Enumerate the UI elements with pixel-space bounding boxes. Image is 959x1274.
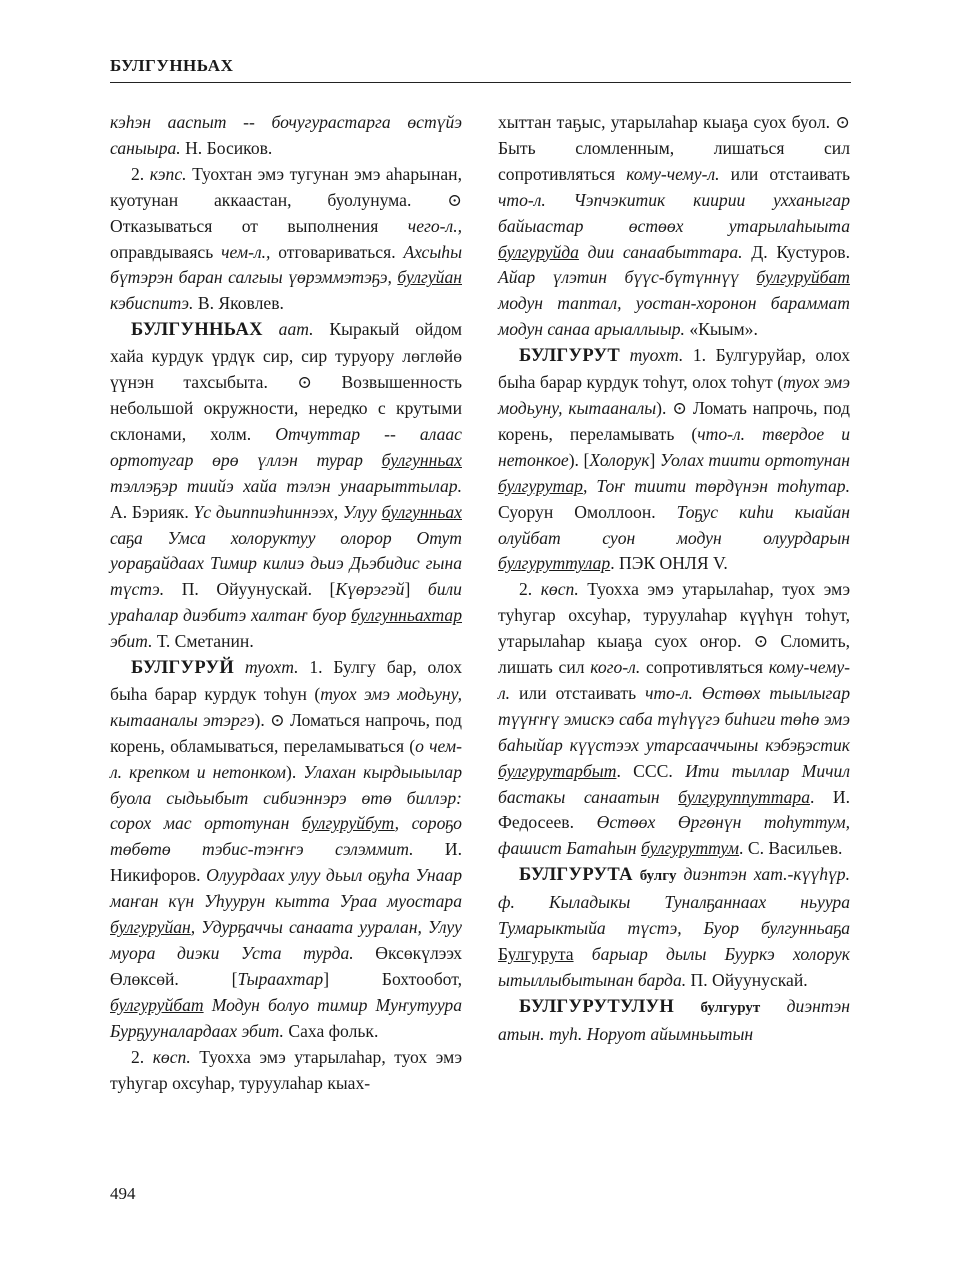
text-run: ] Бохтообот, bbox=[323, 968, 462, 989]
italic-text: Тоҕус киһи кыайан олуйбат суон модун олуурдарын bbox=[498, 501, 850, 548]
text-run: сопротивляться bbox=[640, 657, 769, 678]
headword: БУЛГУННЬАХ bbox=[131, 320, 263, 341]
italic-text: туох эмэ модьуну, кытааналы bbox=[498, 372, 850, 418]
text-run: ] bbox=[649, 449, 660, 470]
italic-text: туох эмэ модьуну, кытааналы этэргэ bbox=[110, 683, 462, 730]
text-run: В. Яковлев. bbox=[193, 293, 284, 314]
text-run: П. Ойуунускай. [ bbox=[164, 579, 336, 600]
text-run: Кыракый ойдом хайа курдук үрдүк сир, сир туруору лөглөйө үүнэн тахсыбыта. ⊙ Возвышенность небольшой окружности, нередко с крутыми склонами, холм. bbox=[110, 319, 462, 444]
example-keyword: булгунньах bbox=[381, 501, 462, 522]
header-rule bbox=[110, 82, 851, 83]
text-run: 1. Булгуруйар, олох быһа барар курдук тоһут, олох тоһут ( bbox=[498, 345, 850, 393]
page-number: 494 bbox=[110, 1184, 136, 1203]
text-run: Т. Сметанин. bbox=[152, 631, 254, 652]
text-run: . ПЭК ОНЛЯ V. bbox=[610, 553, 728, 574]
italic-text: Өстөөх Өргөнүн тоһуттум, фашист Батаһын bbox=[498, 812, 850, 859]
text-run: отговариваться. bbox=[270, 241, 404, 262]
italic-text: кэһэн ааспыт -- бочугурастарга өстүйэ саныыра. bbox=[110, 112, 462, 158]
left-paragraph bbox=[110, 162, 462, 317]
left-column bbox=[110, 110, 462, 1096]
example-keyword: булгурутар bbox=[498, 475, 583, 496]
text-run bbox=[693, 683, 702, 703]
running-header bbox=[110, 56, 851, 76]
italic-text: чего-л., bbox=[407, 215, 462, 236]
text-run: А. Бэрияк. bbox=[110, 501, 194, 522]
italic-text: Үс дьиппиэһиннээх, Улуу bbox=[193, 501, 382, 522]
example-keyword: булгуруттум bbox=[641, 838, 740, 859]
italic-text: модун таптал, уостан-хоронон бараммат модун санаа арыаллыыр. bbox=[498, 293, 850, 340]
italic-text: кэпс. bbox=[149, 163, 187, 184]
italic-text: Модун болуо тимир Муҥутуура Бурҕууналардаах эбит. bbox=[110, 994, 462, 1041]
italic-text: кэбиспитэ. bbox=[110, 293, 194, 314]
italic-text: Улахан кырдыыылар буола сыдьыбыт сибиэннэрэ өтө биллэр: сорох мас ортотунан bbox=[110, 761, 463, 834]
headword: БУЛГУРУТ bbox=[519, 346, 621, 367]
text-run: или отстаивать bbox=[510, 682, 646, 703]
text-run: 2. bbox=[519, 579, 541, 600]
example-keyword: булгуруйан bbox=[110, 917, 191, 938]
text-run bbox=[546, 190, 574, 210]
example-keyword: Булгурута bbox=[498, 944, 574, 964]
text-run: Н. Босиков. bbox=[180, 137, 273, 158]
right-paragraph bbox=[498, 343, 850, 577]
text-run: . С. Васильев. bbox=[739, 838, 843, 859]
running-head-title: БУЛГУННЬАХ bbox=[110, 56, 234, 75]
left-paragraph bbox=[110, 1045, 462, 1097]
example-keyword: булгуруйбут bbox=[301, 813, 395, 834]
italic-text: туохт. bbox=[244, 657, 299, 678]
text-run: 2. bbox=[131, 163, 150, 184]
text-run: ). [ bbox=[568, 449, 590, 470]
italic-text: кому-чему-л. bbox=[498, 657, 850, 703]
text-run: хыттан таҕыс, утарылаһар кыаҕа суох буол. ⊙ Быть сломленным, лишаться сил сопротивляться bbox=[498, 112, 850, 184]
text-run: или отстаивать bbox=[719, 163, 850, 184]
text-run: Суорун Омоллоон. bbox=[498, 501, 677, 522]
italic-text: что-л. bbox=[498, 189, 546, 210]
italic-text: Өстөөх тыылыгар түүҥҥү эмискэ саба түһүүгэ биһиги төһө эмэ баһыйар күүстээх утарсааччыны кэбэҕэстик bbox=[498, 682, 850, 755]
italic-text: көсп. bbox=[540, 579, 579, 600]
text-run: . И. Федосеев. bbox=[498, 786, 850, 833]
headword: БУЛГУРУТУЛУН bbox=[519, 996, 675, 1017]
text-run: 1. Булгу бар, олох быһа барар курдук тоһун ( bbox=[110, 657, 462, 704]
left-paragraph bbox=[110, 655, 462, 1045]
text-run: Туохха эмэ утарылаһар, туох эмэ туһугар охсуһар, туруулаһар күүһүн тоһут, утарылаһар кыаҕа суох оҥор. ⊙ Сломить, лишать сил bbox=[498, 579, 850, 678]
text-run: Д. Кустуров. bbox=[742, 241, 850, 262]
italic-text: аат. bbox=[278, 319, 314, 340]
italic-text: , сороҕо төбөтө тэбис-тэҥҥэ сэлэммит. bbox=[110, 813, 462, 860]
italic-text: Айар үлэтин бүүс-бүтүннүү bbox=[498, 267, 757, 288]
italic-text: барыар дылы Бууркэ холорук ытыллыбытынан барда. bbox=[498, 944, 850, 990]
italic-text: диэнтэн атын. туһ. Норуот айымньытын bbox=[498, 995, 850, 1044]
text-run: ). ⊙ Ломать напрочь, под корень, переламывать ( bbox=[498, 397, 850, 444]
right-paragraph bbox=[498, 994, 850, 1048]
text-run: И. Никифоров. bbox=[110, 839, 462, 886]
example-keyword: булгуруйда bbox=[498, 241, 579, 262]
italic-text: кому-чему-л. bbox=[626, 163, 720, 184]
text-run: Өксөкүлээх Өлөксөй. [ bbox=[110, 943, 462, 989]
text-run: . ССС. bbox=[616, 760, 686, 781]
example-keyword: булгунньахтар bbox=[351, 605, 462, 626]
right-paragraph bbox=[498, 862, 850, 994]
text-run: Туохха эмэ утарылаһар, туох эмэ туһугар охсуһар, туруулаһар кыах- bbox=[110, 1046, 462, 1093]
italic-text: Отчуттар -- алаас ортотугар өрө үллэн турар bbox=[110, 423, 462, 470]
italic-text: диэнтэн хат.-күүһүр. ф. Кыладыкы Туналҕаннаах ньуура Тумарыктыйа түстэ, Буор булгунньаҕа bbox=[498, 864, 850, 939]
cross-reference: булгу bbox=[639, 868, 677, 885]
text-run: П. Ойуунускай. bbox=[686, 969, 808, 990]
text-run: ] bbox=[404, 579, 428, 600]
headword: БУЛГУРУЙ bbox=[131, 658, 235, 679]
italic-text: чем-л., bbox=[221, 241, 271, 262]
example-keyword: булгурутарбыт bbox=[498, 760, 617, 781]
italic-text: дии санаабыттара. bbox=[578, 241, 743, 262]
italic-text: Ахсыһы бүтэрэн баран салгыы үөрэммэтэҕэ, bbox=[110, 241, 462, 288]
italic-text: саҕа Умса холоруктуу олорор Отут уораҕайдаах Тимир килиэ дьиэ Дьэбидис гына түстэ. bbox=[110, 527, 462, 600]
italic-text: что-л. твердое и нетонкое bbox=[498, 423, 850, 470]
text-run: Туохтан эмэ тугунан эмэ аһарынан, куотунан аккаастан, буолунума. ⊙ Отказываться от выполнения bbox=[110, 163, 463, 236]
example-keyword: булгуруппуттара bbox=[678, 786, 810, 807]
left-paragraph bbox=[110, 110, 462, 162]
italic-text: Холорук bbox=[589, 449, 650, 470]
italic-text: туохт. bbox=[629, 345, 684, 366]
italic-text: Тыраахтар bbox=[237, 968, 324, 989]
right-paragraph bbox=[498, 577, 850, 862]
headword: БУЛГУРУТА bbox=[519, 865, 633, 886]
italic-text: Уолах тиити ортотунан bbox=[659, 449, 850, 470]
text-run bbox=[620, 345, 630, 365]
italic-text: Ити тыллар Мичил бастакы санаатын bbox=[498, 760, 850, 807]
italic-text: Чэпчэкитик киирии ухханыгар байыастар өстөөх утарылаһыыта bbox=[498, 189, 850, 236]
italic-text: , Удурҕаччы санаата ууралан, Улуу муора диэки Уста турда. bbox=[110, 917, 462, 963]
left-paragraph bbox=[110, 317, 462, 655]
italic-text: эбит. bbox=[110, 631, 153, 652]
right-paragraph bbox=[498, 110, 850, 343]
italic-text: Күөрэгэй bbox=[335, 579, 405, 600]
italic-text: тэллэҕэр тиийэ хайа тэлэн унаарыттылар. bbox=[110, 475, 462, 496]
example-keyword: булгуйан bbox=[397, 267, 462, 288]
text-run: оправдываясь bbox=[110, 241, 222, 262]
text-run bbox=[633, 864, 640, 884]
text-run: Саха фольк. bbox=[283, 1020, 379, 1041]
text-run: ). bbox=[286, 761, 304, 782]
text-run: ). ⊙ Ломаться напрочь, под корень, обламываться, переламываться ( bbox=[110, 709, 462, 756]
text-run: 2. bbox=[131, 1046, 153, 1067]
cross-reference: булгурут bbox=[700, 999, 761, 1016]
example-keyword: булгунньах bbox=[381, 449, 462, 470]
text-run bbox=[234, 657, 245, 677]
example-keyword: булгуруттулар bbox=[498, 553, 611, 574]
italic-text: что-л. bbox=[645, 682, 693, 703]
text-run bbox=[674, 996, 700, 1016]
italic-text: , Тоҥ тиити төрдүнэн тоһутар. bbox=[582, 475, 850, 496]
example-keyword: булгуруйбат bbox=[110, 994, 204, 1015]
italic-text: кого-л. bbox=[590, 657, 641, 678]
italic-text: Олуурдаах улуу дьыл оҕуһа Унаар маҥан күн Уһуурун кытта Ураа муостара bbox=[110, 865, 462, 912]
example-keyword: булгуруйбат bbox=[756, 267, 850, 288]
text-run: «Кыым». bbox=[684, 319, 758, 340]
text-run bbox=[263, 319, 279, 339]
italic-text: о чем-л. крепком и нетонком bbox=[110, 735, 462, 782]
italic-text: көсп. bbox=[152, 1046, 191, 1067]
right-column bbox=[498, 110, 850, 1048]
italic-text: били ураһалар диэбитэ халтаҥ буор bbox=[110, 579, 462, 626]
